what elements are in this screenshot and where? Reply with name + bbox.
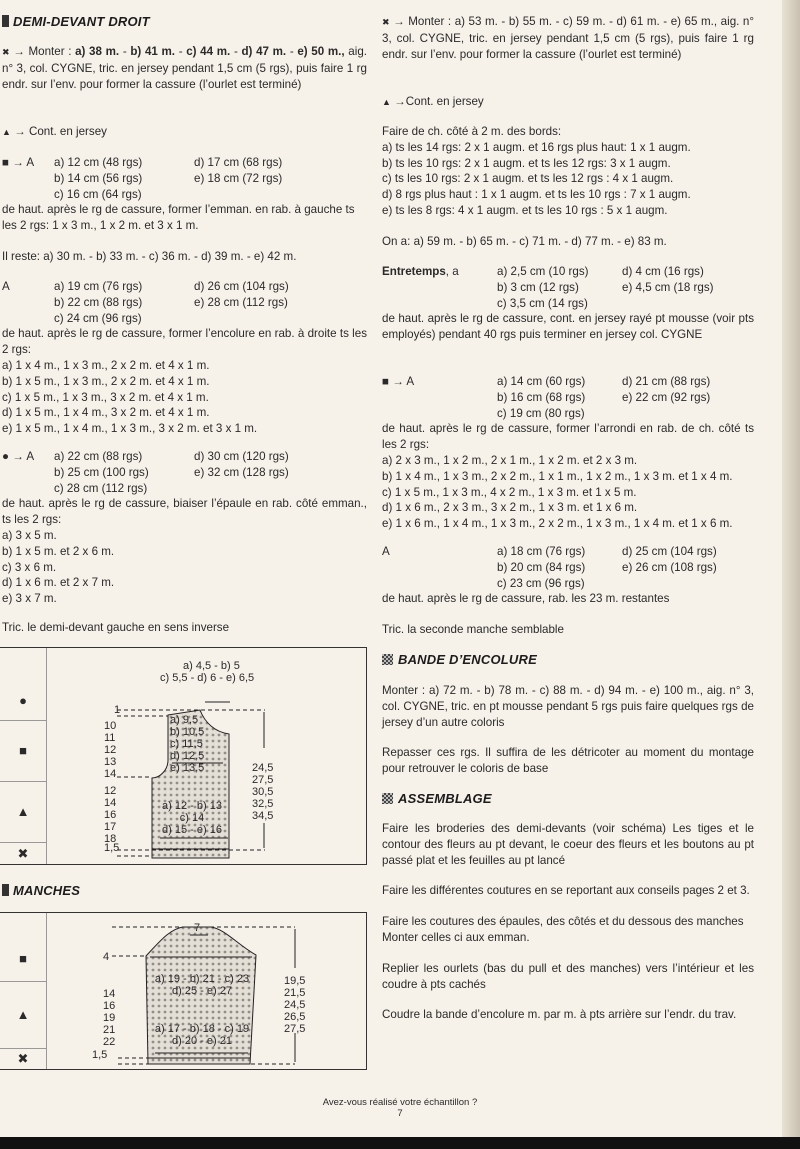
cross-icon: ✖: [17, 1051, 29, 1067]
scan-edge: [0, 1137, 800, 1149]
cont-jersey: ▲ →Cont. en jersey: [382, 95, 484, 108]
cross-icon: ✖: [17, 846, 29, 862]
page-edge-shadow: [782, 0, 800, 1149]
triangle-icon: ▲: [2, 127, 11, 137]
cross-icon: ✖: [382, 17, 390, 27]
page-number: 7: [397, 1108, 403, 1119]
triangle-icon: ▲: [382, 97, 391, 107]
circle-icon: ●: [0, 682, 46, 721]
section-heading-manches: MANCHES: [2, 883, 80, 899]
inverse-note: Tric. le demi-devant gauche en sens inverse: [2, 621, 230, 634]
section-heading-assemblage: ASSEMBLAGE: [382, 791, 492, 807]
encolure-block: A a) 19 cm (76 rgs) d) 26 cm (104 rgs) b) 22 cm (88 rgs) e) 28 cm (112 rgs) c) 24 cm (96 rgs) de haut. après le rg de cassure, former l’encolure en rab. à droite ts les 2 rgs: a) 1 x 4 m., 1 x 3 m., 2 x 2 m. et 4 x 1 m. b) 1 x 5 m., 1 x 3 m., 2 x 2 m. et 4 x 1 m. c) 1 x 5 m., 1 x 3 m., 3 x 2 m. et 4 x 1 m. d) 1 x 5 m., 1 x 4 m., 3 x 2 m. et 4 x 1 m. e) 1 x 5 m., 1 x 4 m., 1 x 3 m., 3 x 2 m. et 3 x 1 m.: [2, 280, 367, 436]
augm-block: Faire de ch. côté à 2 m. des bords: a) ts les 14 rgs: 2 x 1 augm. et 16 rgs plus haut: 1 x 1 augm. b) ts les 10 rgs: 2 x 1 augm. et ts les 12 rgs: 3 x 1 augm. c) ts les 10 rgs: 2 x 1 augm. et ts les 12 rgs : 4 x 1 augm. d) 8 rgs plus haut : 1 x 1 augm. et ts les 10 rgs : 7 x 1 augm. e) ts les 8 rgs: 4 x 1 augm. et ts les 10 rgs : 5 x 1 augm. On a: a) 59 m. - b) 65 m. - c) 71 m. - d) 77 m. - e) 83 m.: [382, 125, 691, 248]
section-marker-icon: [2, 884, 9, 896]
square-icon: ■: [0, 721, 46, 782]
bande-block: Monter : a) 72 m. - b) 78 m. - c) 88 m. - d) 94 m. - e) 100 m., aig. n° 3, col. CYGNE, tric. en pt mousse pendant 5 rgs puis faire quelques rgs de jersey d’un autre coloris Repasser ces rgs. Il suffira de les détricoter au moment du montage pour retrouver le coloris de base: [382, 684, 754, 776]
cont-jersey: ▲ → Cont. en jersey: [2, 125, 107, 138]
cross-icon: ✖: [2, 47, 10, 57]
fin-block: A a) 18 cm (76 rgs) d) 25 cm (104 rgs) b) 20 cm (84 rgs) e) 26 cm (108 rgs) c) 23 cm (96 rgs) de haut. après le rg de cassure, rab. les 23 m. restantes Tric. la seconde manche semblable: [382, 545, 717, 637]
emman-block: ■ → A a) 12 cm (48 rgs) d) 17 cm (68 rgs) b) 14 cm (56 rgs) e) 18 cm (72 rgs) c) 16 cm (64 rgs) de haut. après le rg de cassure, former l’emman. en rab. à gauche ts les 2 rgs: 1 x 3 m., 1 x 2 m. et 3 x 1 m. Il reste: a) 30 m. - b) 33 m. - c) 36 m. - d) 39 m. - e) 42 m.: [2, 156, 355, 263]
square-icon: ■: [0, 937, 46, 982]
section-marker-icon: [2, 15, 9, 27]
triangle-icon: ▲: [0, 782, 46, 843]
front-schematic: ● ■ ▲ ✖ a) 4,5 - b) 5 c) 5,5 - d) 6 - e) 6,5 1 10 11 12 13 14 12 14 16 17 18 1,5 a) 9,5 b) 10,5 c) 11,5 d) 12,5 e) 13,5 a) 12 - b) 13 c) 14 d) 15 - e) 16 24,5 27,5 30,5 32,5 34,5: [0, 647, 367, 865]
entretemps-block: Entretemps, a a) 2,5 cm (10 rgs) d) 4 cm (16 rgs) b) 3 cm (12 rgs) e) 4,5 cm (18 rgs) c) 3,5 cm (14 rgs) de haut. après le rg de cassure, cont. en jersey rayé pt mousse (voir pts employés) pendant 40 rgs puis terminer en jersey col. CYGNE: [382, 265, 754, 342]
checker-marker-icon: [382, 654, 393, 665]
section-heading-bande: BANDE D’ENCOLURE: [382, 652, 537, 668]
triangle-icon: ▲: [0, 982, 46, 1049]
monter-paragraph: ✖ → Monter : a) 38 m. - b) 41 m. - c) 44 m. - d) 47 m. - e) 50 m., aig. n° 3, col. CYGNE, tric. en jersey pendant 1,5 cm (5 rgs), puis faire 1 rg endr. sur l’env. pour former la cassure (l’ourlet est terminé): [2, 45, 367, 91]
sleeve-schematic: ■ ▲ ✖ 7 4 14 16 19 21 22 1,5 a) 19 - b) 21 - c) 23 d) 25 - e) 27 a) 17 - b) 18 - c) 19 d) 20 - e) 21 19,5 21,5 24,5 26,5 27,5: [0, 912, 367, 1070]
section-heading-demi-devant: DEMI-DEVANT DROIT: [2, 14, 150, 30]
footer-question: Avez-vous réalisé votre échantillon ?: [322, 1097, 478, 1108]
manche-monter-paragraph: ✖ → Monter : a) 53 m. - b) 55 m. - c) 59 m. - d) 61 m. - e) 65 m., aig. n° 3, col. CYGNE, tric. en jersey pendant 1,5 cm (5 rgs), puis faire 1 rg endr. sur l’env. pour former la cassure (l’ourlet est terminé): [382, 15, 754, 61]
assemblage-block: Faire les broderies des demi-devants (voir schéma) Les tiges et le contour des fleurs au pt devant, le coeur des fleurs et les boutons au pt passé plat et les feuilles au pt lancé Faire les différentes coutures en se reportant aux conseils pages 2 et 3. Faire les coutures des épaules, des côtés et du dessous des manches Monter celles ci aux emman. Replier les ourlets (bas du pull et des manches) vers l’intérieur et les coudre à pts cachés Coudre la bande d’encolure m. par m. à pts arrière sur l’endr. du trav.: [382, 822, 754, 1022]
arrondi-block: ■ → A a) 14 cm (60 rgs) d) 21 cm (88 rgs) b) 16 cm (68 rgs) e) 22 cm (92 rgs) c) 19 cm (80 rgs) de haut. après le rg de cassure, former l’arrondi en rab. de ch. côté ts les 2 rgs: a) 2 x 3 m., 1 x 2 m., 2 x 1 m., 1 x 2 m. et 2 x 3 m. b) 1 x 4 m., 1 x 3 m., 2 x 2 m., 1 x 1 m., 1 x 2 m., 1 x 3 m. et 1 x 4 m. c) 1 x 5 m., 1 x 3 m., 4 x 2 m., 1 x 3 m. et 1 x 5 m. d) 1 x 6 m., 2 x 3 m., 3 x 2 m., 1 x 3 m. et 1 x 6 m. e) 1 x 6 m., 1 x 4 m., 1 x 3 m., 2 x 2 m., 1 x 3 m., 1 x 4 m. et 1 x 6 m.: [382, 375, 754, 531]
checker-marker-icon: [382, 793, 393, 804]
epaule-block: ● → A a) 22 cm (88 rgs) d) 30 cm (120 rgs) b) 25 cm (100 rgs) e) 32 cm (128 rgs) c) 28 cm (112 rgs) de haut. après le rg de cassure, biaiser l’épaule en rab. côté emman., ts les 2 rgs: a) 3 x 5 m. b) 1 x 5 m. et 2 x 6 m. c) 3 x 6 m. d) 1 x 6 m. et 2 x 7 m. e) 3 x 7 m.: [2, 450, 367, 606]
